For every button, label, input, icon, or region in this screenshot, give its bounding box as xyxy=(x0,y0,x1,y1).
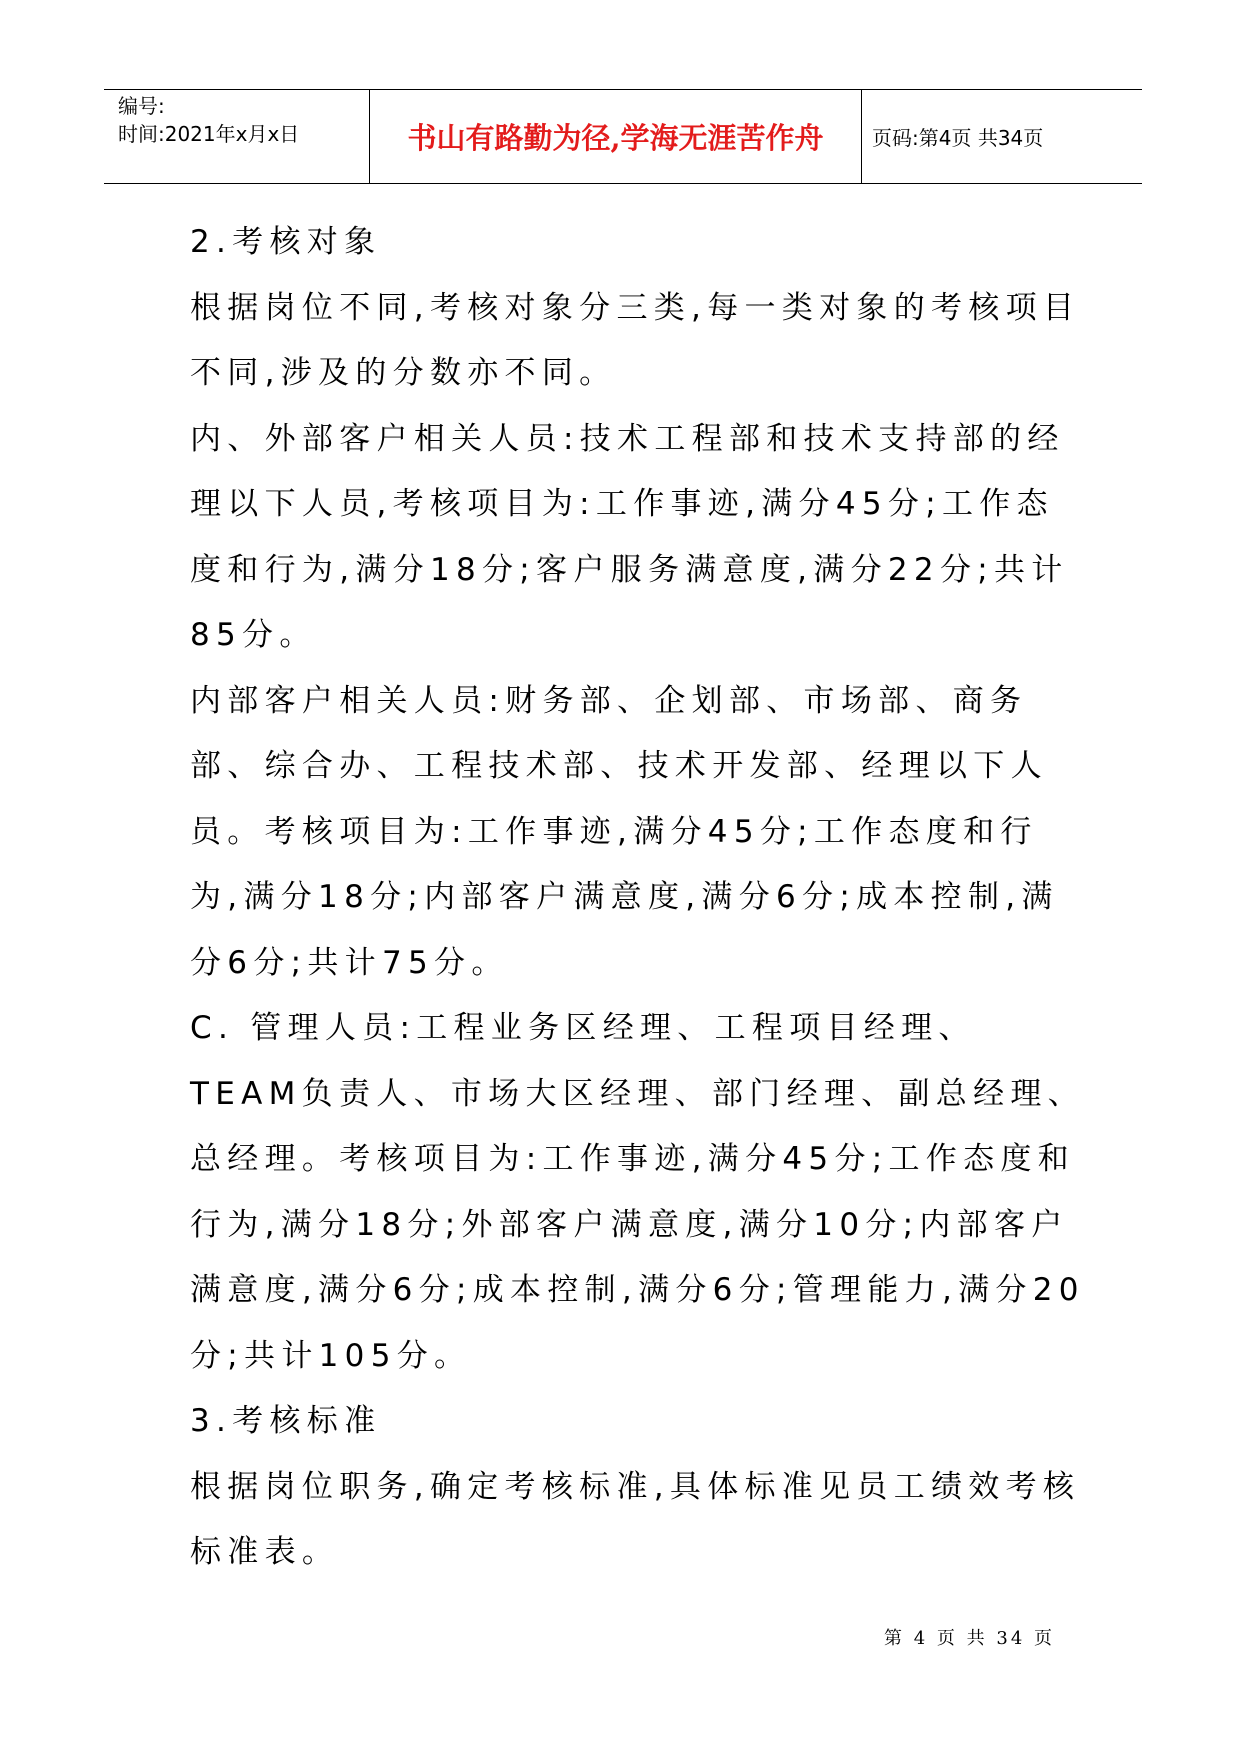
header-page-code: 页码:第4页 共34页 xyxy=(872,126,1044,150)
header-meta xyxy=(118,92,299,148)
header-divider xyxy=(861,90,862,183)
paragraph: 根据岗位不同,考核对象分三类,每一类对象的考核项目不同,涉及的分数亦不同。 xyxy=(190,289,1081,391)
paragraph: 根据岗位职务,确定考核标准,具体标准见员工绩效考核标准表。 xyxy=(190,1468,1081,1570)
header-motto: 书山有路勤为径,学海无涯苦作舟 xyxy=(407,121,824,155)
paragraph: C. 管理人员:工程业务区经理、工程项目经理、TEAM负责人、市场大区经理、部门经理、副总经理、总经理。考核项目为:工作事迹,满分45分;工作态度和行为,满分18分;外部客户满意度,满分10分;内部客户满意度,满分6分;成本控制,满分6分;管理能力,满分20分;共计105分。 xyxy=(190,1010,1085,1374)
section-heading: 2.考核对象 xyxy=(190,224,382,260)
paragraph: 内部客户相关人员:财务部、企划部、市场部、商务部、综合办、工程技术部、技术开发部、经理以下人员。考核项目为:工作事迹,满分45分;工作态度和行为,满分18分;内部客户满意度,满分6分;成本控制,满分6分;共计75分。 xyxy=(190,682,1059,981)
document-header xyxy=(104,89,1142,184)
page-footer: 第 4 页 共 34 页 xyxy=(884,1628,1055,1649)
paragraph: 内、外部客户相关人员:技术工程部和技术支持部的经理以下人员,考核项目为:工作事迹,满分45分;工作态度和行为,满分18分;客户服务满意度,满分22分;共计85分。 xyxy=(190,420,1069,653)
document-body xyxy=(190,210,1085,1586)
number-label: 编号: xyxy=(118,94,165,118)
section-heading: 3.考核标准 xyxy=(190,1403,382,1439)
time-label: 时间:2021年x月x日 xyxy=(118,122,300,146)
